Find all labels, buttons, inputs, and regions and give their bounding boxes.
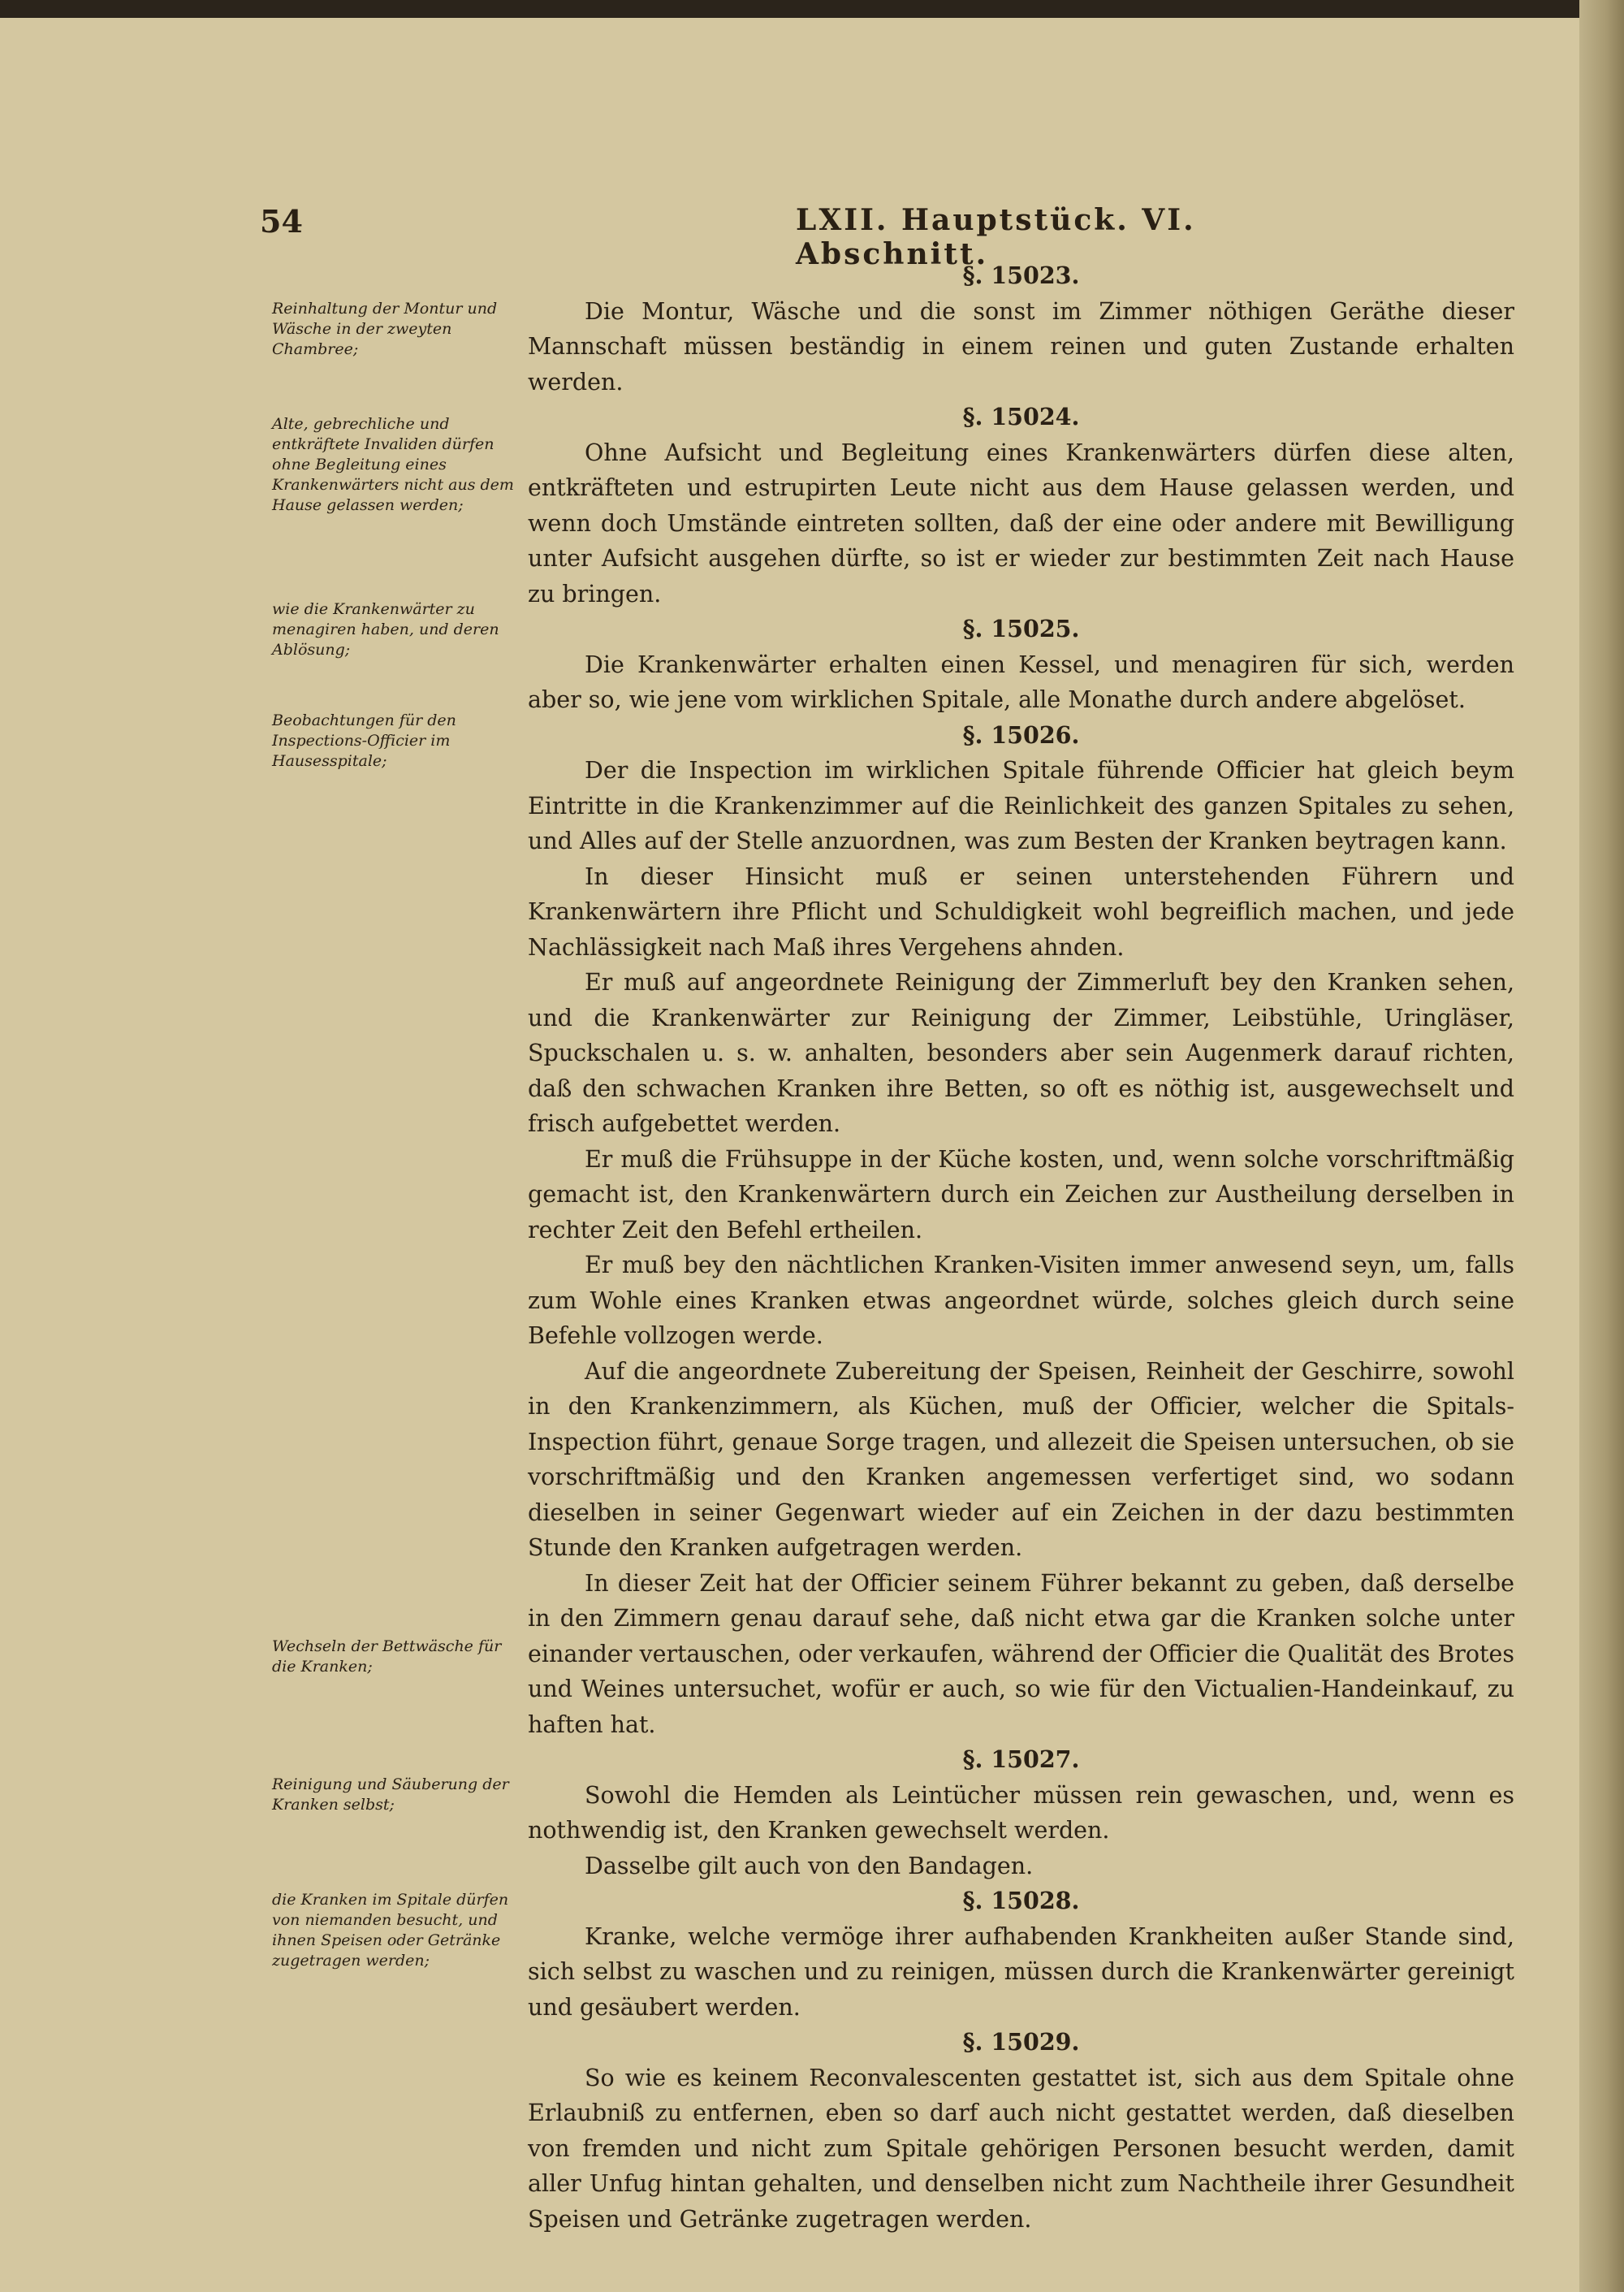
paragraph: In dieser Zeit hat der Officier seinem Führer bekannt zu geben, daß derselbe in den Zimmern genau darauf sehe, daß nicht etwa gar die Kranken solche unter einander vertauschen, oder verkaufen, während der Officier die Qualität des Brotes und Weines untersuchet, wofür er auch, so wie für den Victualien-Handeinkauf, zu haften hat.: [528, 1569, 1514, 1738]
paragraph: So wie es keinem Reconvalescenten gestattet ist, sich aus dem Spitale ohne Erlaubniß zu entfernen, eben so darf auch nicht gestattet werden, daß dieselben von fremden und nicht zum Spitale gehörigen Personen besucht werden, damit aller Unfug hintan gehalten, und denselben nicht zum Nachtheile ihrer Gesundheit Speisen und Getränke zugetragen werden.: [528, 2064, 1514, 2233]
margin-note: die Kranken im Spitale dürfen von niemanden besucht, und ihnen Speisen oder Getränke zugetragen werden;: [272, 1891, 509, 1970]
section-heading: §. 15023.: [962, 262, 1080, 289]
scan-top-edge: [0, 0, 1624, 18]
page-header: [260, 203, 1315, 271]
main-text: [528, 258, 1514, 2237]
running-head: LXII. Hauptstück. VI. Abschnitt.: [796, 203, 1196, 271]
paragraph: Ohne Aufsicht und Begleitung eines Krankenwärters dürfen diese alten, entkräfteten und estrupirten Leute nicht aus dem Hause gelassen werden, und wenn doch Umstände eintreten sollten, daß der eine oder andere mit Bewilligung unter Aufsicht ausgehen dürfte, so ist er wieder zur bestimmten Zeit nach Hause zu bringen.: [528, 439, 1514, 608]
page-spine-shadow: [1579, 0, 1624, 2292]
section-heading: §. 15024.: [962, 403, 1080, 430]
section-heading: §. 15025.: [962, 615, 1080, 642]
paragraph: Auf die angeordnete Zubereitung der Speisen, Reinheit der Geschirre, sowohl in den Krankenzimmern, als Küchen, muß der Officier, welcher die Spitals-Inspection führt, genaue Sorge tragen, und allezeit die Speisen untersuchen, ob sie vorschriftmäßig und den Kranken angemessen verfertiget sind, wo sodann dieselben in seiner Gegenwart wieder auf ein Zeichen in der dazu bestimmten Stunde den Kranken aufgetragen werden.: [528, 1357, 1514, 1561]
margin-note: Beobachtungen für den Inspections-Officier im Hausesspitale;: [272, 711, 456, 770]
margin-note: Reinigung und Säuberung der Kranken selbst;: [272, 1775, 509, 1814]
margin-note: Wechseln der Bettwäsche für die Kranken;: [272, 1637, 502, 1676]
section-heading: §. 15029.: [962, 2028, 1080, 2056]
paragraph: In dieser Hinsicht muß er seinen unterstehenden Führern und Krankenwärtern ihre Pflicht und Schuldigkeit wohl begreiflich machen, und jede Nachlässigkeit nach Maß ihres Vergehens ahnden.: [528, 863, 1514, 961]
paragraph: Der die Inspection im wirklichen Spitale führende Officier hat gleich beym Eintritte in die Krankenzimmer auf die Reinlichkeit des ganzen Spitales zu sehen, und Alles auf der Stelle anzuordnen, was zum Besten der Kranken beytragen kann.: [528, 757, 1514, 854]
paragraph: Kranke, welche vermöge ihrer aufhabenden Krankheiten außer Stande sind, sich selbst zu waschen und zu reinigen, müssen durch die Krankenwärter gereinigt und gesäubert werden.: [528, 1922, 1514, 2021]
paragraph: Sowohl die Hemden als Leintücher müssen rein gewaschen, und, wenn es nothwendig ist, den Kranken gewechselt werden.: [528, 1781, 1514, 1844]
section-heading: §. 15026.: [962, 720, 1080, 749]
paragraph: Er muß die Frühsuppe in der Küche kosten, und, wenn solche vorschriftmäßig gemacht ist, den Krankenwärtern durch ein Zeichen zur Austheilung derselben in rechter Zeit den Befehl ertheilen.: [528, 1145, 1514, 1243]
page-number: 54: [260, 203, 303, 240]
paragraph: Er muß auf angeordnete Reinigung der Zimmerluft bey den Kranken sehen, und die Krankenwärter zur Reinigung der Zimmer, Leibstühle, Uringläser, Spuckschalen u. s. w. anhalten, besonders aber sein Augenmerk darauf richten, daß den schwachen Kranken ihre Betten, so oft es nöthig ist, ausgewechselt und frisch aufgebettet werden.: [528, 969, 1514, 1137]
paragraph: Die Montur, Wäsche und die sonst im Zimmer nöthigen Geräthe dieser Mannschaft müssen beständig in einem reinen und guten Zustande erhalten werden.: [528, 297, 1514, 396]
paragraph: Er muß bey den nächtlichen Kranken-Visiten immer anwesend seyn, um, falls zum Wohle eines Kranken etwas angeordnet würde, solches gleich durch seine Befehle vollzogen werde.: [528, 1252, 1514, 1349]
margin-note: Reinhaltung der Montur und Wäsche in der zweyten Chambree;: [272, 300, 498, 358]
margin-note: wie die Krankenwärter zu menagiren haben, und deren Ablösung;: [272, 600, 499, 659]
margin-note: Alte, gebrechliche und entkräftete Invaliden dürfen ohne Begleitung eines Krankenwärters nicht aus dem Hause gelassen werden;: [272, 415, 514, 514]
paragraph: Dasselbe gilt auch von den Bandagen.: [585, 1852, 1034, 1879]
section-heading: §. 15028.: [962, 1887, 1080, 1914]
paragraph: Die Krankenwärter erhalten einen Kessel, und menagiren für sich, werden aber so, wie jene vom wirklichen Spitale, alle Monathe durch andere abgelöset.: [528, 651, 1514, 713]
section-heading: §. 15027.: [962, 1745, 1080, 1773]
